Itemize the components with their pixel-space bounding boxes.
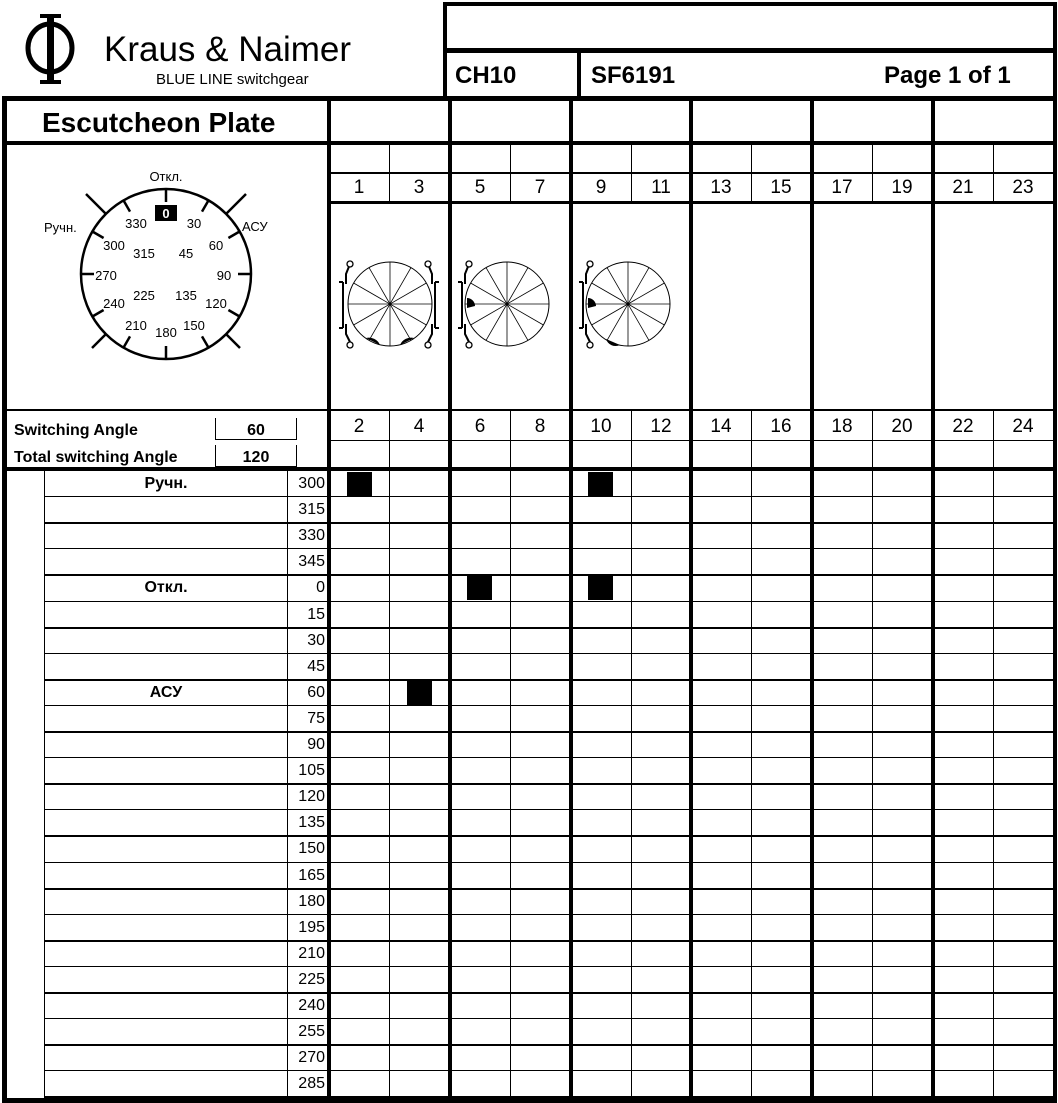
contact-closed-mark (467, 576, 492, 600)
position-angle: 255 (298, 1023, 325, 1041)
position-angle: 330 (298, 527, 325, 545)
terminal-bottom: 10 (590, 416, 612, 437)
position-angle: 105 (298, 762, 325, 780)
terminal-bottom: 16 (770, 416, 792, 437)
table-row-divider (44, 757, 1055, 758)
contact-closed-mark (407, 681, 432, 705)
position-label: АСУ (149, 683, 183, 701)
series-code: CH10 (455, 62, 517, 89)
contact-deck-3 (586, 262, 670, 346)
total-switching-angle-value: 120 (242, 449, 270, 466)
position-angle: 270 (298, 1049, 325, 1067)
svg-text:300: 300 (103, 238, 125, 253)
table-row-divider (44, 809, 1055, 810)
table-row-divider (44, 992, 1055, 994)
brand-name: Kraus & Naimer (104, 30, 352, 69)
table-row-divider (44, 522, 1055, 524)
escutcheon-dial (8, 148, 326, 408)
terminal-top: 9 (595, 177, 607, 198)
table-row-divider (44, 862, 1055, 863)
position-angle: 15 (307, 605, 325, 623)
svg-text:60: 60 (208, 238, 224, 253)
svg-text:240: 240 (103, 296, 125, 311)
position-angle: 240 (298, 997, 325, 1014)
position-angle: 120 (298, 788, 325, 806)
table-row-divider (44, 679, 1055, 681)
terminal-top: 13 (710, 177, 732, 198)
contact-closed-mark (588, 472, 613, 496)
svg-text:45: 45 (178, 246, 194, 261)
escutcheon-title: Escutcheon Plate (42, 107, 276, 138)
position-angle: 195 (298, 918, 325, 936)
table-row-divider (44, 731, 1055, 733)
terminal-bottom: 22 (952, 416, 974, 437)
terminal-bottom: 18 (831, 416, 853, 437)
terminal-top: 19 (891, 177, 913, 198)
position-angle: 345 (298, 553, 325, 571)
terminal-bottom: 12 (650, 416, 672, 437)
svg-text:Ручн.: Ручн. (44, 220, 77, 235)
position-angle: 60 (307, 683, 325, 701)
product-code: SF6191 (591, 62, 676, 89)
position-angle: 75 (307, 709, 325, 727)
position-angle: 285 (298, 1075, 325, 1093)
terminal-top: 17 (831, 177, 853, 198)
svg-text:150: 150 (183, 318, 205, 333)
position-angle: 315 (298, 501, 325, 519)
table-row-divider (44, 835, 1055, 837)
position-angle: 210 (298, 944, 325, 962)
table-row-divider (44, 627, 1055, 629)
terminal-top: 21 (952, 177, 974, 198)
page-indicator: Page 1 of 1 (884, 62, 1011, 89)
terminal-top: 3 (413, 177, 425, 198)
terminal-top: 5 (474, 177, 486, 198)
svg-text:135: 135 (175, 288, 197, 303)
switching-angle-label: Switching Angle (14, 422, 138, 439)
table-row-divider (44, 1044, 1055, 1046)
position-angle: 30 (307, 631, 325, 649)
total-switching-angle-label: Total switching Angle (14, 449, 178, 466)
position-angle: 45 (307, 657, 325, 675)
table-row-divider (44, 548, 1055, 549)
position-angle: 180 (298, 892, 325, 910)
svg-text:АСУ: АСУ (242, 219, 268, 234)
table-row-divider (44, 940, 1055, 942)
brand-tagline: BLUE LINE switchgear (156, 71, 309, 88)
table-row-divider (44, 653, 1055, 654)
position-angle: 135 (298, 814, 325, 832)
contact-diagrams (331, 204, 1051, 409)
position-angle: 150 (298, 840, 325, 858)
svg-text:270: 270 (95, 268, 117, 283)
table-row-divider (44, 914, 1055, 915)
svg-text:0: 0 (162, 206, 170, 221)
terminal-top: 1 (353, 177, 365, 198)
position-angle: 300 (298, 475, 325, 492)
contact-closed-mark (347, 472, 372, 496)
position-angle: 90 (307, 736, 325, 753)
terminal-bottom: 2 (353, 416, 365, 437)
terminal-bottom: 8 (534, 416, 546, 437)
svg-text:210: 210 (125, 318, 147, 333)
svg-text:180: 180 (155, 325, 177, 340)
table-row-divider (44, 574, 1055, 576)
table-row-divider (44, 1096, 1055, 1098)
position-angle: 0 (316, 579, 325, 597)
terminal-bottom: 24 (1012, 416, 1034, 437)
table-row-divider (44, 888, 1055, 890)
position-label: Откл. (144, 579, 188, 597)
svg-text:120: 120 (205, 296, 227, 311)
svg-text:30: 30 (186, 216, 202, 231)
svg-text:330: 330 (125, 216, 147, 231)
switching-angle-value: 60 (247, 422, 265, 439)
table-row-divider (44, 601, 1055, 602)
table-row-divider (44, 705, 1055, 706)
terminal-bottom: 20 (891, 416, 913, 437)
terminal-top: 11 (651, 177, 671, 198)
position-label: Ручн. (144, 475, 188, 492)
svg-text:90: 90 (216, 268, 232, 283)
contact-deck-2 (465, 262, 549, 346)
kraus-naimer-logo-icon (22, 10, 102, 90)
terminal-bottom: 6 (474, 416, 486, 437)
table-row-divider (44, 496, 1055, 497)
terminal-top: 7 (534, 177, 546, 198)
table-row-divider (44, 966, 1055, 967)
svg-text:225: 225 (133, 288, 155, 303)
contact-closed-mark (588, 576, 613, 600)
position-angle: 225 (298, 970, 325, 988)
contact-deck-1 (348, 262, 432, 346)
terminal-top: 23 (1012, 177, 1034, 198)
table-row-divider (44, 1018, 1055, 1019)
table-row-divider (44, 1070, 1055, 1071)
position-angle: 165 (298, 866, 325, 884)
terminal-bottom: 4 (413, 416, 425, 437)
table-row-divider (44, 783, 1055, 785)
terminal-top: 15 (770, 177, 792, 198)
terminal-bottom: 14 (710, 416, 732, 437)
svg-text:Откл.: Откл. (149, 169, 183, 184)
svg-text:315: 315 (133, 246, 155, 261)
